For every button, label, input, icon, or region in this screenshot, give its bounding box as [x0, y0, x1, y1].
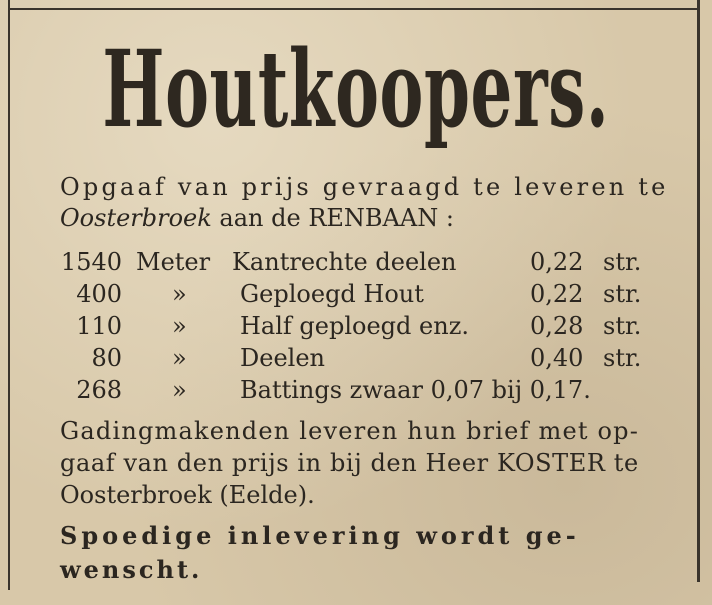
item-unit: » [172, 312, 187, 340]
item-desc: Half geploegd enz. [240, 312, 469, 340]
item-suffix: str. [603, 280, 642, 308]
item-suffix: str. [603, 248, 642, 276]
intro-rest: aan de RENBAAN : [211, 204, 454, 232]
item-row [0, 311, 712, 341]
body-line-1: Gadingmakenden leveren hun brief met op- [60, 417, 640, 445]
top-rule [10, 8, 697, 10]
item-price: 0,28 [530, 312, 584, 340]
ad-headline [0, 26, 712, 151]
item-price: 0,40 [530, 344, 584, 372]
item-qty: 400 [76, 280, 122, 308]
item-unit: » [172, 344, 187, 372]
item-qty: 1540 [60, 248, 122, 276]
item-desc: Geploegd Hout [240, 280, 424, 308]
item-unit: » [172, 280, 187, 308]
item-unit: » [172, 376, 187, 404]
body-line-3: Oosterbroek (Eelde). [60, 481, 315, 509]
intro-line-2 [60, 203, 454, 233]
closing-line-2: wenscht. [60, 555, 203, 584]
closing-line-1: Spoedige inlevering wordt ge- [60, 521, 580, 550]
item-price: 0,22 [530, 280, 584, 308]
item-qty: 80 [91, 344, 122, 372]
item-desc: Kantrechte deelen [232, 248, 457, 276]
item-price: 0,22 [530, 248, 584, 276]
intro-line-1: Opgaaf van prijs gevraagd te leveren te [60, 173, 669, 201]
item-row [0, 343, 712, 373]
item-desc: Deelen [240, 344, 325, 372]
intro-place: Oosterbroek [60, 204, 212, 232]
item-suffix: str. [603, 344, 642, 372]
item-unit: Meter [136, 248, 211, 276]
item-row [0, 247, 712, 277]
item-qty: 268 [76, 376, 122, 404]
headline-text: Houtkoopers. [102, 25, 610, 151]
item-qty: 110 [76, 312, 122, 340]
item-suffix: str. [603, 312, 642, 340]
body-line-2: gaaf van den prijs in bij den Heer KOSTER te [60, 449, 639, 477]
item-row [0, 279, 712, 309]
item-desc: Battings zwaar 0,07 bij 0,17. [240, 376, 591, 404]
item-row [0, 375, 712, 405]
